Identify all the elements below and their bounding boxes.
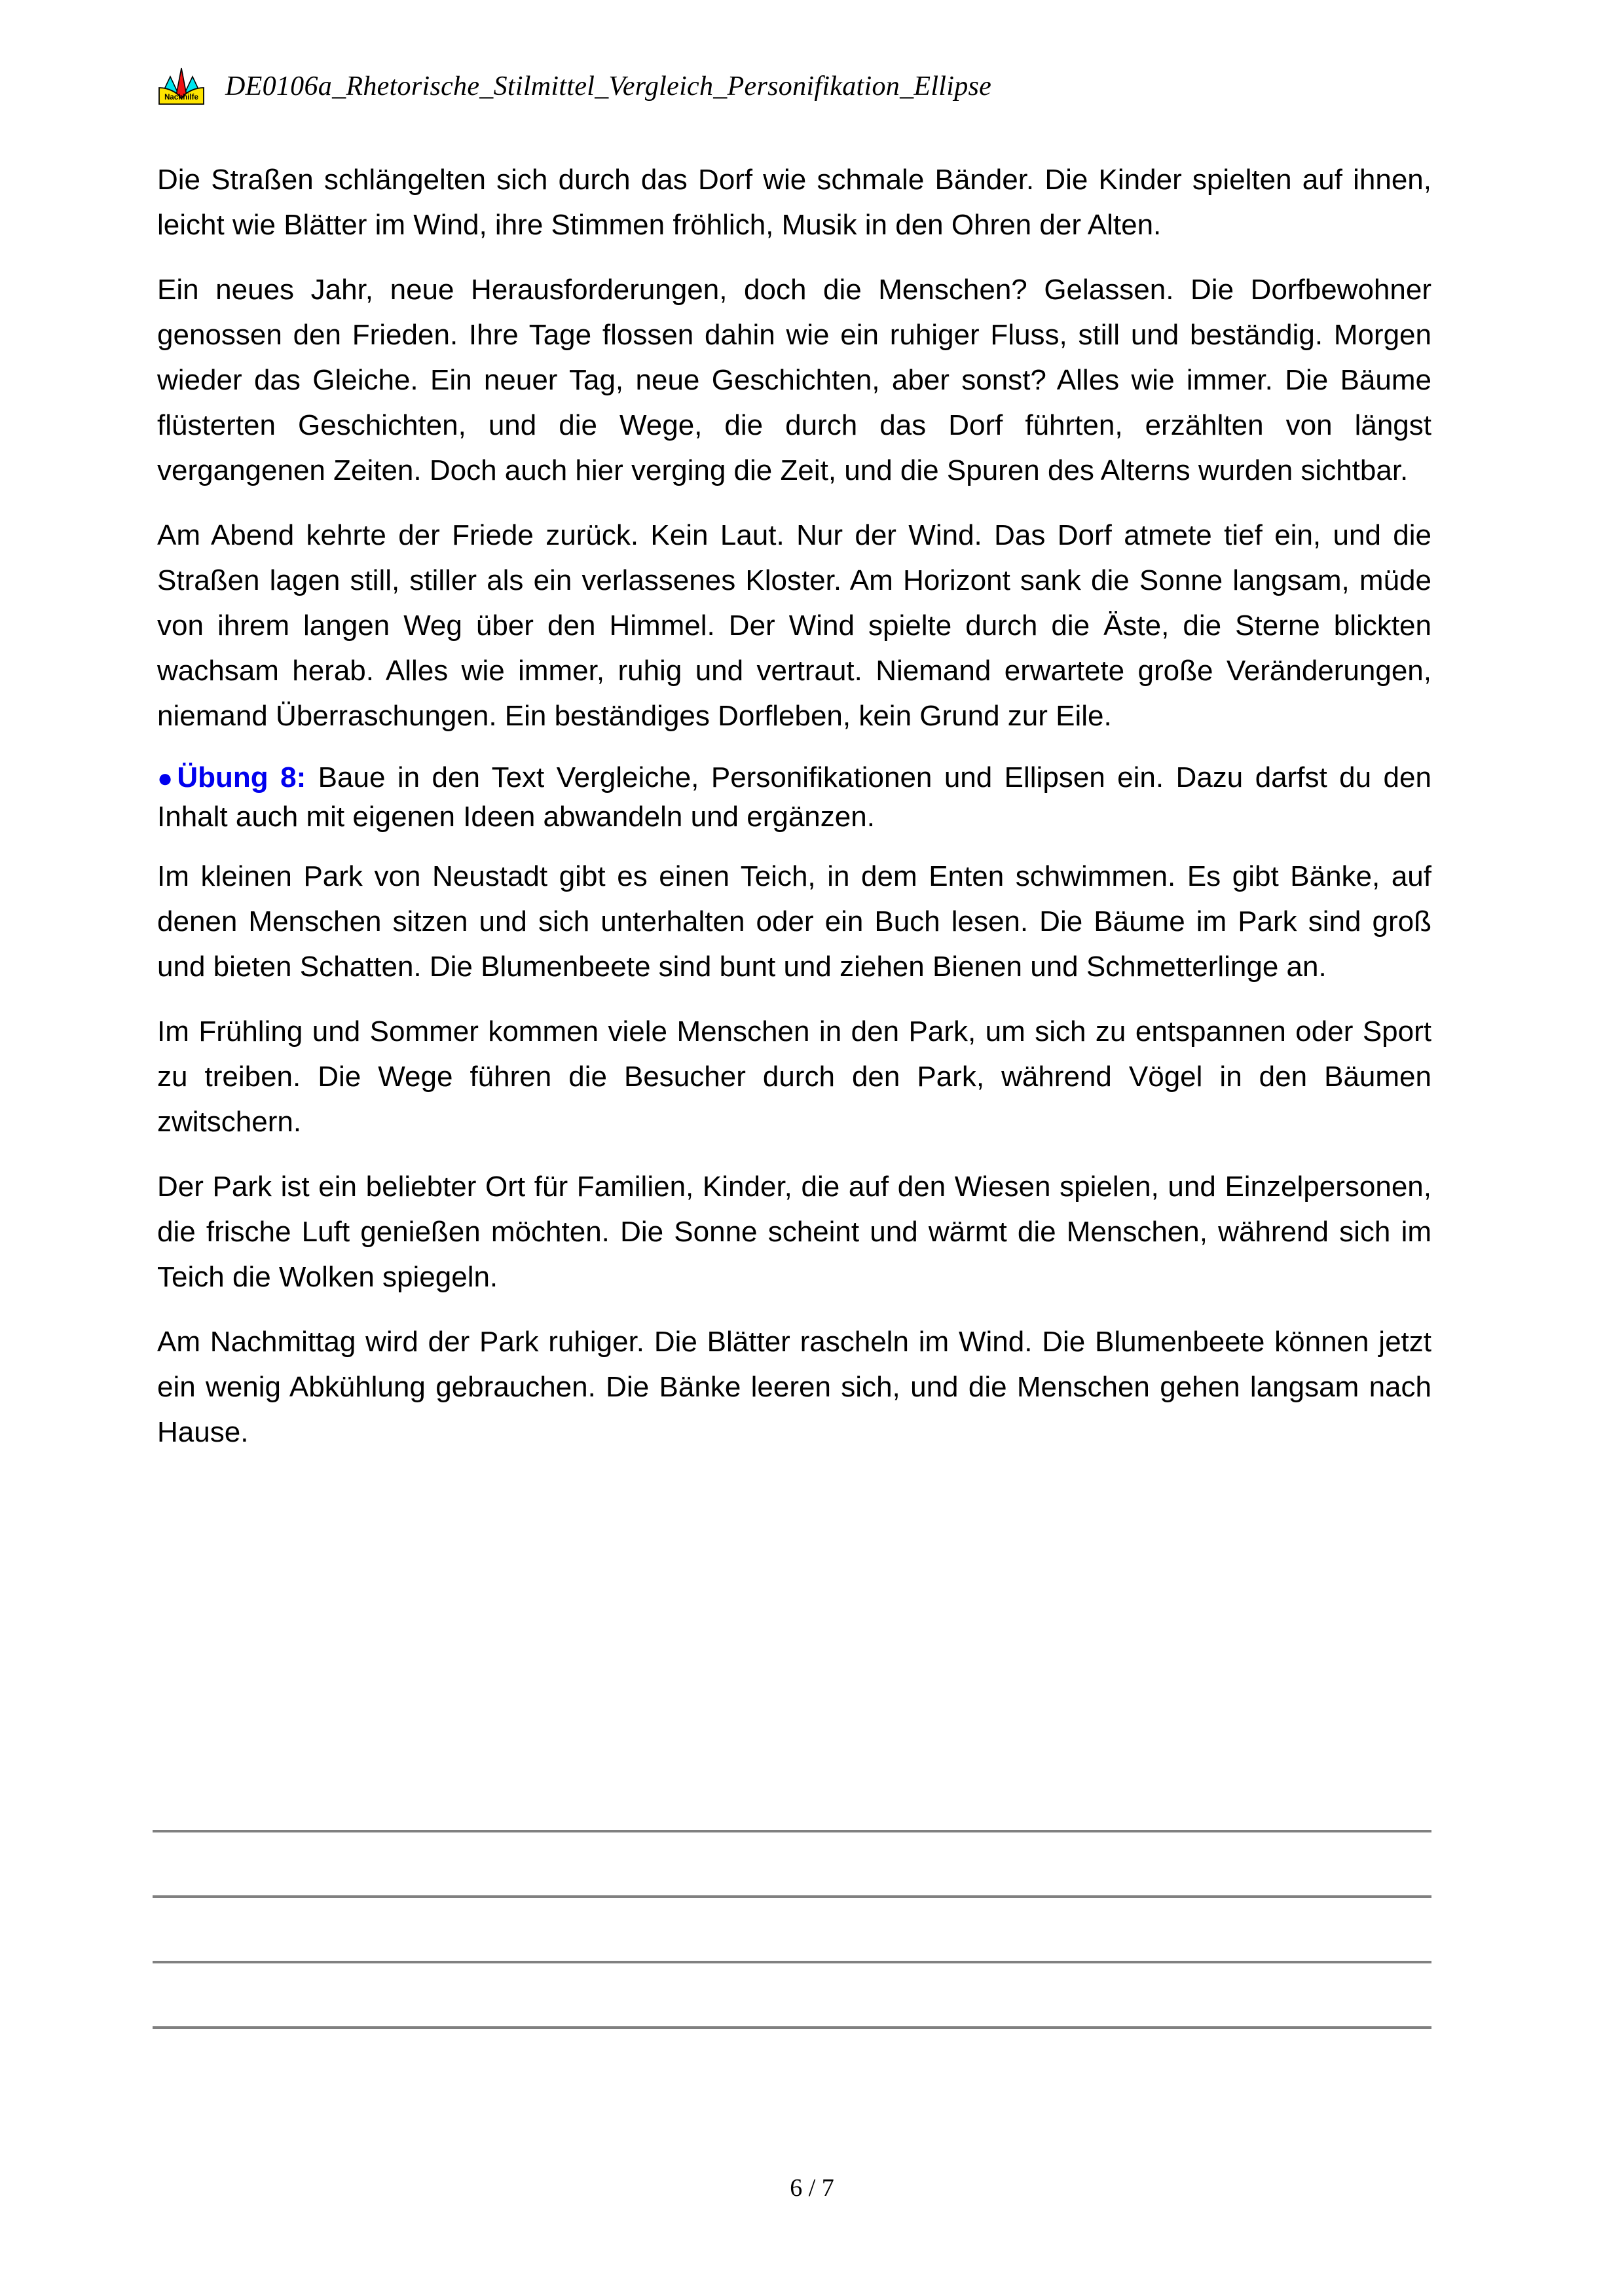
paragraph-2: Ein neues Jahr, neue Herausforderungen, doch die Menschen? Gelassen. Die Dorfbewohner genossen den Frieden. Ihre Tage flossen dahin wie ein ruhiger Fluss, still und beständig. Morgen wieder das Gleiche. Ein neuer Tag, neue Geschichten, aber sonst? Alles wie immer. Die Bäume flüsterten Geschichten, und die Wege, die durch das Dorf führten, erzählten von längst vergangenen Zeiten. Doch auch hier verging die Zeit, und die Spuren des Alterns wurden sichtbar.	[157, 274, 1431, 486]
document-title: DE0106a_Rhetorische_Stilmittel_Vergleich_Personifikation_Ellipse	[225, 71, 992, 101]
bullet-icon: ●	[157, 764, 177, 793]
exercise-8-block	[157, 758, 1431, 837]
answer-line	[153, 1895, 1431, 1898]
document-header	[157, 60, 1467, 113]
answer-line	[153, 1961, 1431, 1963]
exercise-label: Übung 8:	[177, 761, 306, 793]
document-body	[157, 157, 1431, 1455]
paragraph-3: Am Abend kehrte der Friede zurück. Kein Laut. Nur der Wind. Das Dorf atmete tief ein, und die Straßen lagen still, stiller als ein verlassenes Kloster. Am Horizont sank die Sonne langsam, müde von ihrem langen Weg über den Himmel. Der Wind spielte durch die Äste, die Sterne blickten wachsam herab. Alles wie immer, ruhig und vertraut. Niemand erwartete große Veränderungen, niemand Überraschungen. Ein beständiges Dorfleben, kein Grund zur Eile.	[157, 519, 1431, 732]
answer-line	[153, 2026, 1431, 2029]
exercise-instruction: Baue in den Text Vergleiche, Personifikationen und Ellipsen ein. Dazu darfst du den Inhalt auch mit eigenen Ideen abwandeln und ergänzen.	[157, 761, 1431, 833]
answer-lines-area	[153, 1830, 1431, 2029]
answer-line	[153, 1830, 1431, 1832]
nachhilfe-logo-icon	[157, 66, 206, 107]
task-paragraph-3: Der Park ist ein beliebter Ort für Familien, Kinder, die auf den Wiesen spielen, und Einzelpersonen, die frische Luft genießen möchten. Die Sonne scheint und wärmt die Menschen, während sich im Teich die Wolken spiegeln.	[157, 1171, 1431, 1293]
page-number: 6 / 7	[790, 2174, 834, 2202]
paragraph-1: Die Straßen schlängelten sich durch das Dorf wie schmale Bänder. Die Kinder spielten auf ihnen, leicht wie Blätter im Wind, ihre Stimmen fröhlich, Musik in den Ohren der Alten.	[157, 164, 1431, 241]
task-paragraph-2: Im Frühling und Sommer kommen viele Menschen in den Park, um sich zu entspannen oder Sport zu treiben. Die Wege führen die Besucher durch den Park, während Vögel in den Bäumen zwitschern.	[157, 1015, 1431, 1138]
logo-wordmark: Nachhilfe	[164, 94, 198, 101]
task-paragraph-1: Im kleinen Park von Neustadt gibt es einen Teich, in dem Enten schwimmen. Es gibt Bänke, auf denen Menschen sitzen und sich unterhalten oder ein Buch lesen. Die Bäume im Park sind groß und bieten Schatten. Die Blumenbeete sind bunt und ziehen Bienen und Schmetterlinge an.	[157, 860, 1431, 983]
task-paragraph-4: Am Nachmittag wird der Park ruhiger. Die Blätter rascheln im Wind. Die Blumenbeete können jetzt ein wenig Abkühlung gebrauchen. Die Bänke leeren sich, und die Menschen gehen langsam nach Hause.	[157, 1326, 1431, 1448]
